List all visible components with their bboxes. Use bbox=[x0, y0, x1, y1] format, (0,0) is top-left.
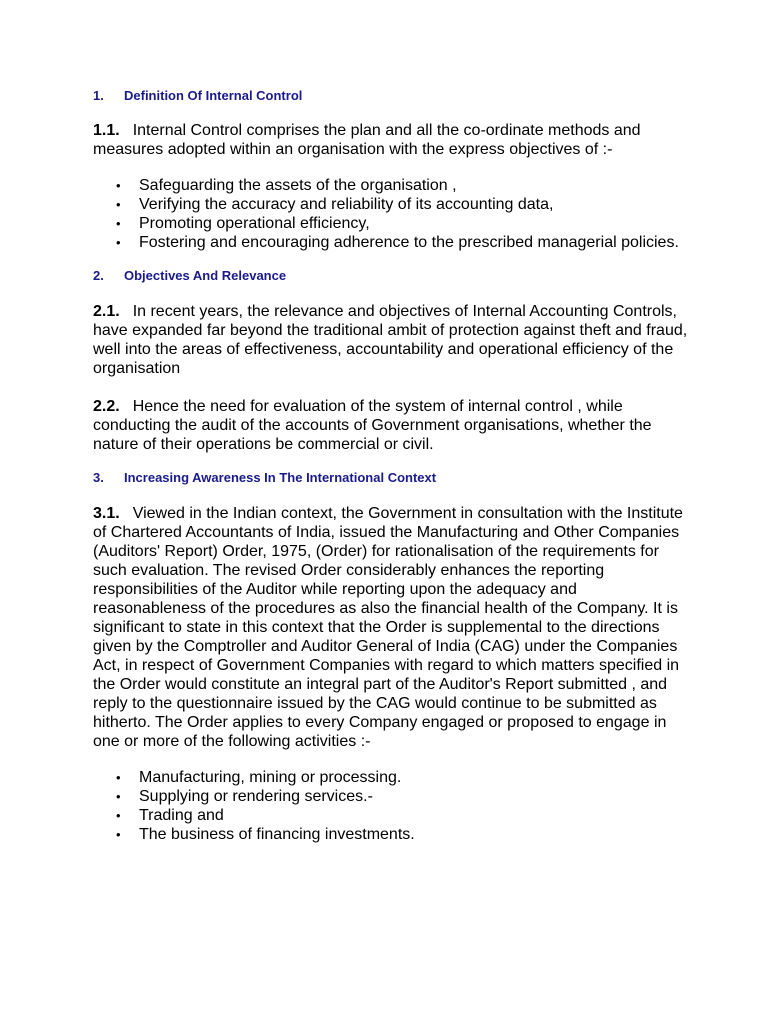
paragraph-text: In recent years, the relevance and objectives of Internal Accounting Controls, have expanded far beyond the traditional ambit of protection against theft and fraud, well into the areas of effectiveness, accountability and operational efficiency of the organisation bbox=[93, 303, 688, 377]
paragraph-3-1 bbox=[93, 504, 693, 751]
paragraph-1-1 bbox=[93, 121, 693, 159]
section-title: Objectives And Relevance bbox=[124, 268, 287, 283]
bullet-icon: • bbox=[116, 827, 121, 842]
paragraph-2-1 bbox=[93, 302, 693, 378]
section-title: Definition Of Internal Control bbox=[124, 88, 303, 103]
section-number: 2. bbox=[93, 268, 104, 283]
bullet-icon: • bbox=[116, 789, 121, 804]
list-item: • Fostering and encouraging adherence to the prescribed managerial policies. bbox=[116, 234, 679, 251]
section-number: 1. bbox=[93, 88, 104, 103]
section-heading-1 bbox=[93, 88, 693, 103]
paragraph-text: Viewed in the Indian context, the Government in consultation with the Institute of Chartered Accountants of India, issued the Manufacturing and Other Companies (Auditors' Report) Order, 1975, (Order) for rationalisation of the requirements for such evaluation. The revised Order considerably enhances the reporting responsibilities of the Auditor while reporting upon the adequacy and reasonableness of the procedures as also the financial health of the Company. It is significant to state in this context that the Order is supplemental to the directions given by the Comptroller and Auditor General of India (CAG) under the Companies Act, in respect of Government Companies with regard to which matters specified in the Order would constitute an integral part of the Auditor's Report submitted , and reply to the questionnaire issued by the CAG would continue to be submitted as hitherto. The Order applies to every Company engaged or proposed to engage in one or more of the following activities :- bbox=[93, 505, 683, 750]
paragraph-number: 2.2. bbox=[93, 398, 120, 415]
bullet-icon: • bbox=[116, 770, 121, 785]
list-item: • Promoting operational efficiency, bbox=[116, 215, 370, 232]
bullet-list-1 bbox=[93, 176, 693, 252]
paragraph-number: 1.1. bbox=[93, 122, 120, 139]
section-heading-3 bbox=[93, 470, 693, 485]
bullet-list-3 bbox=[93, 768, 693, 844]
paragraph-2-2 bbox=[93, 397, 693, 454]
bullet-icon: • bbox=[116, 235, 121, 250]
paragraph-number: 3.1. bbox=[93, 505, 120, 522]
list-item: • Manufacturing, mining or processing. bbox=[116, 769, 402, 786]
list-item: • Safeguarding the assets of the organisation , bbox=[116, 177, 457, 194]
bullet-icon: • bbox=[116, 216, 121, 231]
paragraph-number: 2.1. bbox=[93, 303, 120, 320]
section-title: Increasing Awareness In The International Context bbox=[124, 470, 437, 485]
document-body bbox=[93, 88, 693, 844]
list-item: • Verifying the accuracy and reliability of its accounting data, bbox=[116, 196, 554, 213]
section-number: 3. bbox=[93, 470, 104, 485]
paragraph-text: Internal Control comprises the plan and all the co-ordinate methods and measures adopted within an organisation with the express objectives of :- bbox=[93, 122, 641, 158]
paragraph-text: Hence the need for evaluation of the system of internal control , while conducting the audit of the accounts of Government organisations, whether the nature of their operations be commercial or civil. bbox=[93, 398, 652, 453]
section-heading-2 bbox=[93, 268, 693, 283]
list-item: • The business of financing investments. bbox=[116, 826, 415, 843]
list-item: • Trading and bbox=[116, 807, 224, 824]
bullet-icon: • bbox=[116, 178, 121, 193]
bullet-icon: • bbox=[116, 808, 121, 823]
list-item: • Supplying or rendering services.- bbox=[116, 788, 373, 805]
bullet-icon: • bbox=[116, 197, 121, 212]
